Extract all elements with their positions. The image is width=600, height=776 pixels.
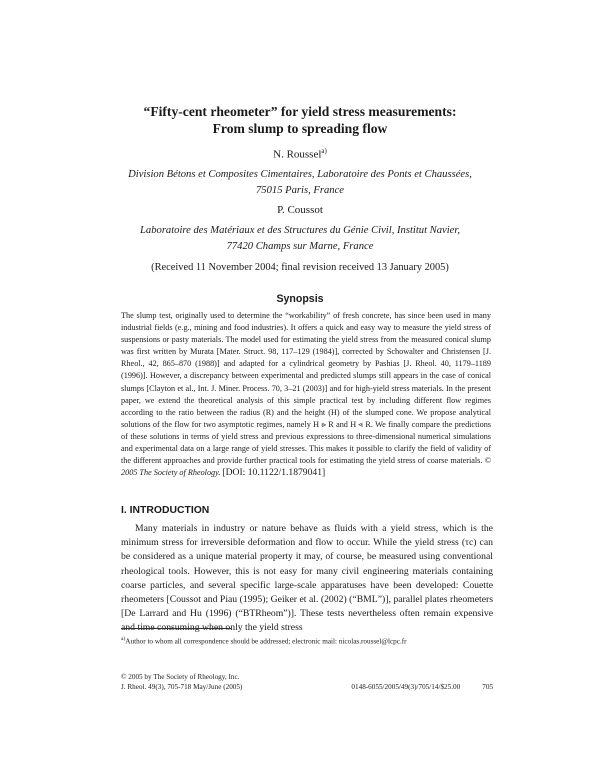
affiliation-2-line-2: 77420 Champs sur Marne, France — [226, 240, 374, 252]
synopsis-heading: Synopsis — [276, 293, 324, 305]
abstract-doi: [DOI: 10.1122/1.1879041] — [222, 467, 326, 479]
abstract-copyright: © 2005 The Society of Rheology. — [121, 456, 491, 478]
author-1 — [60, 147, 540, 161]
section-heading-introduction: I. INTRODUCTION — [121, 505, 210, 516]
affiliation-1 — [90, 167, 510, 198]
author-1-name: N. Roussel — [273, 148, 322, 161]
introduction-paragraph: Many materials in industry or nature behave as fluids with a yield stress, which is the minimum stress for irreversible deformation and flow to occur. While the yield stress (τc) can be considered as a unique material property it may, of course, be measured using conventional rheological tools. However, this is not easy for many civil engineering materials containing coarse particles, and several specific large-scale apparatuses have been developed: Couette rheometers [Coussot and Piau (1995); Geiker et al. (2002) (“BML”)], parallel plates rheometers [De Larrard and Hu (1996) (“BTRheom”)]. These tests nevertheless often remain expensive and time consuming when only the yield stress — [121, 523, 493, 634]
title-line-2: From slump to spreading flow — [212, 121, 388, 136]
footer-issn: 0148-6055/2005/49(3)/705/14/$25.00 — [351, 683, 461, 691]
title-line-1: “Fifty-cent rheometer” for yield stress measurements: — [143, 104, 457, 119]
paper-title — [60, 103, 540, 137]
footnote — [121, 634, 493, 646]
author-2-name: P. Coussot — [277, 204, 323, 216]
author-1-footnote-mark: a) — [321, 147, 327, 155]
page-number: 705 — [482, 683, 493, 691]
received-dates: (Received 11 November 2004; final revision received 13 January 2005) — [151, 262, 449, 273]
synopsis-abstract — [121, 310, 491, 479]
affiliation-2 — [90, 223, 510, 254]
footnote-text: Author to whom all correspondence should be addressed; electronic mail: nicolas.roussel@lcpc.fr — [125, 637, 407, 646]
footer-copyright: © 2005 by The Society of Rheology, Inc. — [121, 673, 240, 681]
affiliation-1-line-1: Division Bétons et Composites Cimentaires, Laboratoire des Ponts et Chaussées, — [128, 169, 472, 180]
affiliation-1-line-2: 75015 Paris, France — [256, 184, 344, 196]
footnote-mark: a) — [121, 636, 126, 642]
affiliation-2-line-1: Laboratoire des Matériaux et des Structures du Génie Civil, Institut Navier, — [140, 225, 460, 236]
abstract-text: The slump test, originally used to determine the “workability” of fresh concrete, has since been used in many industrial fields (e.g., mining and food industries). It offers a quick and easy way to measure the yield stress of suspensions or pasty materials. The model used for estimating the yield stress from the measured conical slump was first written by Murata [Mater. Struct. 98, 117–129 (1984)], corrected by Schowalter and Christensen [J. Rheol., 42, 865–870 (1988)] and adapted for a cylindrical geometry by Pashias [J. Rheol. 40, 1179–1189 (1996)]. However, a discrepancy between experimental and predicted slumps still appears in the case of conical slumps [Clayton et al., Int. J. Miner. Process. 70, 3–21 (2003)] and for high-yield stress materials. In the present paper, we extend the theoretical analysis of this simple practical test by including different flow regimes according to the ratio between the radius (R) and the height (H) of the slumped cone. We propose analytical solutions of the flow for two asymptotic regimes, namely H ⪢ R and H ⪡ R. We finally compare the predictions of these solutions in terms of yield stress and previous expressions to three-dimensional numerical simulations and experimental data on a large range of yield stresses. This makes it possible to clarify the field of validity of the different approaches and provide further practical tools for estimating the yield stress of coarse materials. — [121, 311, 491, 466]
footer-left — [121, 672, 242, 692]
footer-right — [288, 682, 493, 692]
footer-citation: J. Rheol. 49(3), 705-718 May/June (2005) — [121, 683, 243, 691]
footnote-divider — [121, 628, 231, 629]
author-2 — [60, 204, 540, 216]
